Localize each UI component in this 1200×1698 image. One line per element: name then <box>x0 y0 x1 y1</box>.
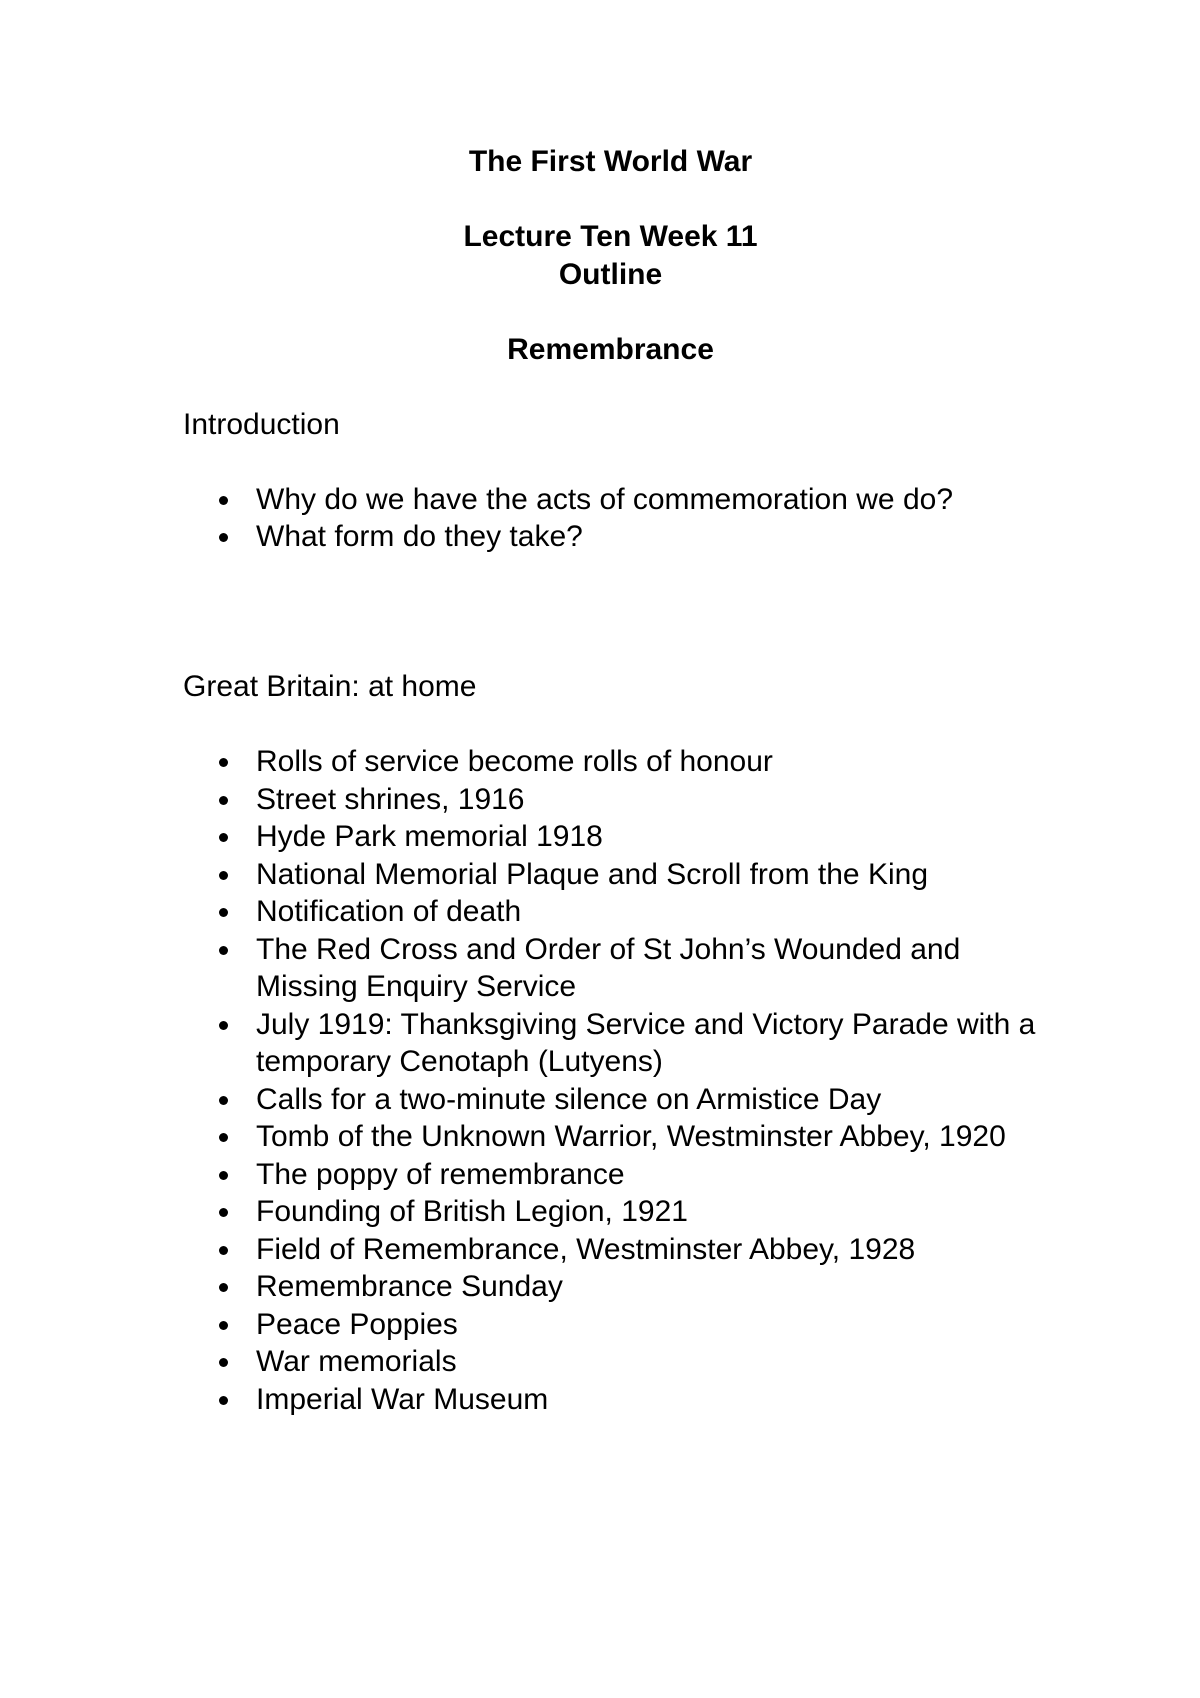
document-title: The First World War <box>468 145 753 178</box>
list-item <box>183 1156 1038 1194</box>
list-item <box>183 931 1038 1006</box>
list-item <box>183 818 1038 856</box>
bullet-icon <box>219 833 228 842</box>
list-item <box>183 1231 1038 1269</box>
list-item-text: The Red Cross and Order of St John’s Wounded and Missing Enquiry Service <box>256 932 961 1003</box>
list-item <box>183 1006 1038 1081</box>
list-item <box>183 518 1038 556</box>
list-item <box>183 1381 1038 1419</box>
list-item-text: National Memorial Plaque and Scroll from the King <box>256 857 928 891</box>
lecture-label: Lecture Ten Week 11 <box>463 220 758 253</box>
list-item-text: Founding of British Legion, 1921 <box>256 1195 688 1228</box>
list-item-text: Street shrines, 1916 <box>256 782 525 816</box>
list-item <box>183 743 1038 781</box>
topic-title: Remembrance <box>507 332 714 366</box>
list-item-text: War memorials <box>256 1345 457 1378</box>
list-item <box>183 856 1038 894</box>
list-item-text: The poppy of remembrance <box>256 1157 625 1191</box>
bullet-icon <box>219 1133 228 1142</box>
list-item <box>183 1343 1038 1381</box>
list-item <box>183 1081 1038 1119</box>
list-item <box>183 781 1038 819</box>
list-item <box>183 1118 1038 1156</box>
lecture-info <box>183 218 1038 293</box>
introduction-list <box>183 481 1038 556</box>
list-item-text: Tomb of the Unknown Warrior, Westminster Abbey, 1920 <box>256 1120 1006 1153</box>
list-item-text: Field of Remembrance, Westminster Abbey, 1928 <box>256 1232 916 1266</box>
list-item-text: July 1919: Thanksgiving Service and Victory Parade with a temporary Cenotaph (Lutyens) <box>256 1007 1036 1078</box>
bullet-icon <box>219 496 228 505</box>
bullet-icon <box>219 1283 228 1292</box>
bullet-icon <box>219 1171 228 1180</box>
list-item-text: Why do we have the acts of commemoration we do? <box>256 482 954 516</box>
bullet-icon <box>219 1396 228 1405</box>
outline-label: Outline <box>558 257 663 291</box>
bullet-icon <box>219 908 228 917</box>
section-heading-great-britain: Great Britain: at home <box>183 670 477 703</box>
list-item-text: Peace Poppies <box>256 1307 458 1341</box>
list-item-text: Hyde Park memorial 1918 <box>256 820 603 853</box>
bullet-icon <box>219 533 228 542</box>
list-item <box>183 1268 1038 1306</box>
list-item-text: Remembrance Sunday <box>256 1270 563 1303</box>
list-item <box>183 481 1038 519</box>
list-item-text: What form do they take? <box>256 520 583 553</box>
list-item <box>183 1193 1038 1231</box>
list-item-text: Notification of death <box>256 895 522 928</box>
list-item <box>183 1306 1038 1344</box>
bullet-icon <box>219 1096 228 1105</box>
bullet-icon <box>219 758 228 767</box>
bullet-icon <box>219 946 228 955</box>
bullet-icon <box>219 796 228 805</box>
section-heading-introduction: Introduction <box>183 407 340 441</box>
bullet-icon <box>219 1358 228 1367</box>
list-item-text: Calls for a two-minute silence on Armistice Day <box>256 1082 882 1116</box>
list-item <box>183 893 1038 931</box>
list-item-text: Imperial War Museum <box>256 1382 549 1416</box>
bullet-icon <box>219 1021 228 1030</box>
great-britain-list <box>183 743 1038 1418</box>
list-item-text: Rolls of service become rolls of honour <box>256 745 773 778</box>
bullet-icon <box>219 1246 228 1255</box>
bullet-icon <box>219 1208 228 1217</box>
document-content <box>183 143 1038 1418</box>
bullet-icon <box>219 871 228 880</box>
bullet-icon <box>219 1321 228 1330</box>
